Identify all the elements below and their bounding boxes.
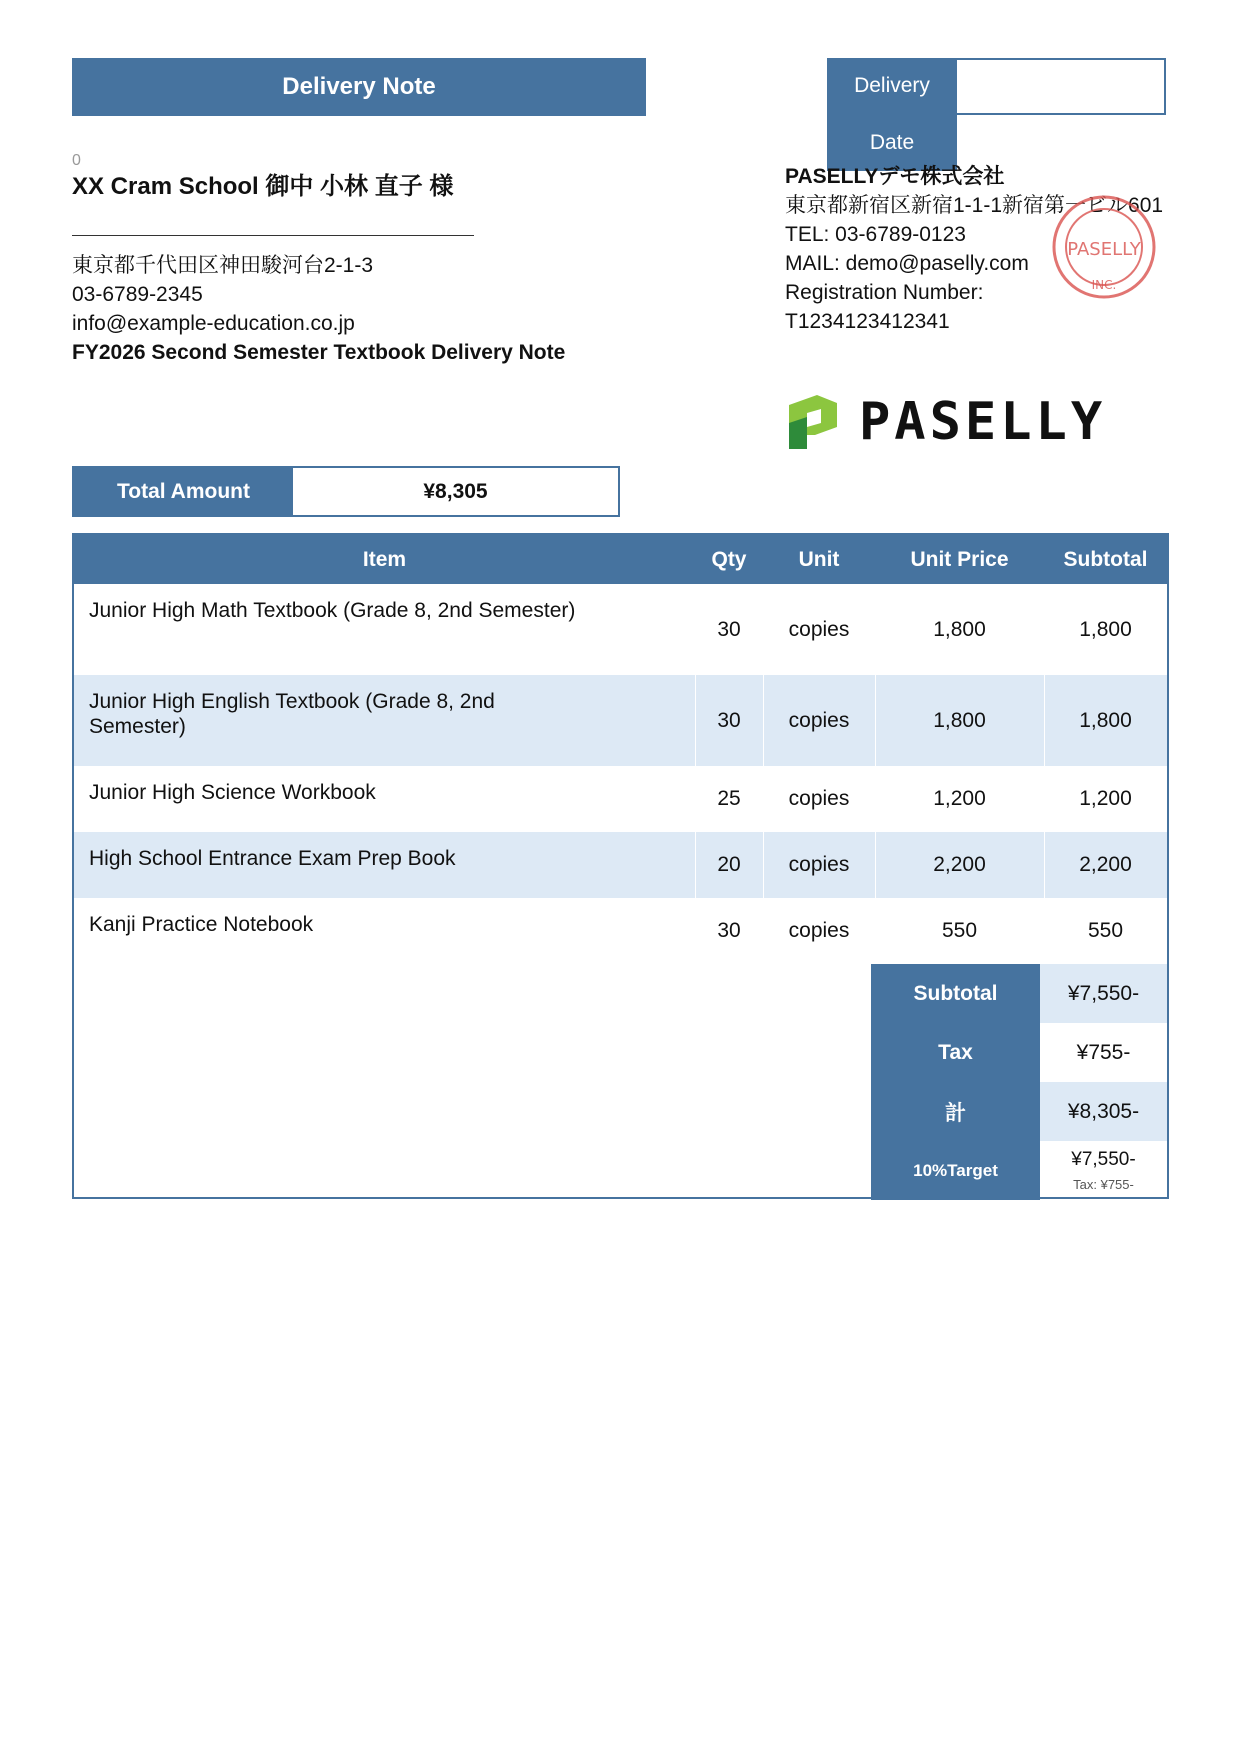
registration-number: T1234123412341 (785, 310, 950, 333)
table-row (74, 584, 1167, 675)
row-unit: copies (788, 787, 850, 810)
row-item: High School Entrance Exam Prep Book (89, 847, 456, 870)
items-table (72, 533, 1169, 1199)
row-qty: 20 (717, 853, 741, 876)
row-item: Junior High English Textbook (Grade 8, 2nd Semester) (89, 690, 495, 738)
summary-tax-label: Tax (871, 1023, 1040, 1082)
delivery-date-label-line1: Delivery (854, 74, 930, 98)
row-unit-price: 1,800 (933, 617, 986, 641)
company-seal-stamp (1050, 193, 1158, 301)
delivery-subject: FY2026 Second Semester Textbook Delivery Note (72, 341, 566, 364)
table-row (74, 832, 1167, 898)
summary-total-value: ¥8,305- (1040, 1082, 1167, 1141)
total-amount-label: Total Amount (74, 468, 293, 515)
customer-info (72, 251, 565, 367)
row-item: Kanji Practice Notebook (89, 913, 314, 936)
total-amount-box (72, 466, 620, 517)
customer-address: 東京都千代田区神田駿河台2-1-3 (72, 254, 374, 277)
delivery-date-label-line2: Date (869, 130, 915, 154)
row-unit-price: 2,200 (933, 853, 986, 876)
table-row (74, 898, 1167, 964)
summary-subtotal-value: ¥7,550- (1040, 964, 1167, 1023)
row-unit: copies (788, 617, 850, 641)
registration-label: Registration Number: (785, 281, 984, 304)
row-item: Junior High Science Workbook (89, 781, 376, 804)
document-title: Delivery Note (72, 58, 646, 116)
row-qty: 30 (717, 708, 741, 732)
customer-phone: 03-6789-2345 (72, 283, 203, 306)
row-unit: copies (788, 708, 850, 732)
table-header (74, 535, 1167, 584)
row-unit-price: 550 (941, 919, 978, 942)
total-amount-value: ¥8,305 (423, 479, 488, 503)
row-qty: 25 (717, 787, 741, 810)
row-qty: 30 (717, 919, 741, 942)
customer-name: XX Cram School 御中 小林 直子 様 (72, 173, 454, 200)
summary-target-row (871, 1141, 1167, 1200)
row-subtotal: 1,800 (1079, 708, 1132, 732)
summary-total-row (871, 1082, 1167, 1141)
summary-subtotal-row (871, 964, 1167, 1023)
row-subtotal: 1,200 (1079, 787, 1132, 810)
row-item: Junior High Math Textbook (Grade 8, 2nd Semester) (89, 599, 576, 622)
summary-tax-value: ¥755- (1076, 1040, 1131, 1064)
row-unit-price: 1,200 (933, 787, 986, 810)
paselly-logo (785, 392, 1106, 452)
company-tel: TEL: 03-6789-0123 (785, 223, 966, 246)
row-subtotal: 1,800 (1079, 617, 1132, 641)
row-qty: 30 (717, 617, 741, 641)
delivery-date-label (827, 58, 957, 171)
header-qty: Qty (711, 547, 747, 571)
summary-target-label: 10%Target (871, 1141, 1040, 1200)
row-unit: copies (788, 853, 850, 876)
row-unit: copies (788, 919, 850, 942)
summary-block (871, 964, 1167, 1200)
summary-total-label: 計 (871, 1082, 1040, 1141)
svg-text:INC.: INC. (1091, 278, 1117, 292)
summary-tax-row (871, 1023, 1167, 1082)
row-subtotal: 2,200 (1079, 853, 1132, 876)
paselly-logo-mark-icon (785, 393, 841, 451)
company-address: 東京都新宿区新宿1-1-1新宿第一ビル601 (785, 194, 1164, 217)
company-mail: MAIL: demo@paselly.com (785, 252, 1029, 275)
paselly-logo-text: PASELLY (859, 392, 1107, 452)
customer-number: 0 (72, 152, 81, 169)
summary-target-value-cell (1040, 1141, 1167, 1200)
summary-subtotal-label: Subtotal (871, 964, 1040, 1023)
row-unit-price: 1,800 (933, 708, 986, 732)
table-row (74, 675, 1167, 766)
header-unit-price: Unit Price (910, 547, 1009, 571)
customer-email: info@example-education.co.jp (72, 312, 355, 335)
customer-underline (72, 235, 474, 236)
table-row (74, 766, 1167, 832)
summary-target-value: ¥7,550- (1071, 1149, 1136, 1170)
svg-text:PASELLY: PASELLY (1067, 239, 1141, 260)
header-subtotal: Subtotal (1063, 547, 1148, 571)
header-item: Item (362, 547, 407, 571)
header-unit: Unit (798, 547, 840, 571)
row-subtotal: 550 (1087, 919, 1124, 942)
company-name: PASELLYデモ株式会社 (785, 165, 1005, 188)
summary-target-tax: Tax: ¥755- (1073, 1177, 1134, 1192)
